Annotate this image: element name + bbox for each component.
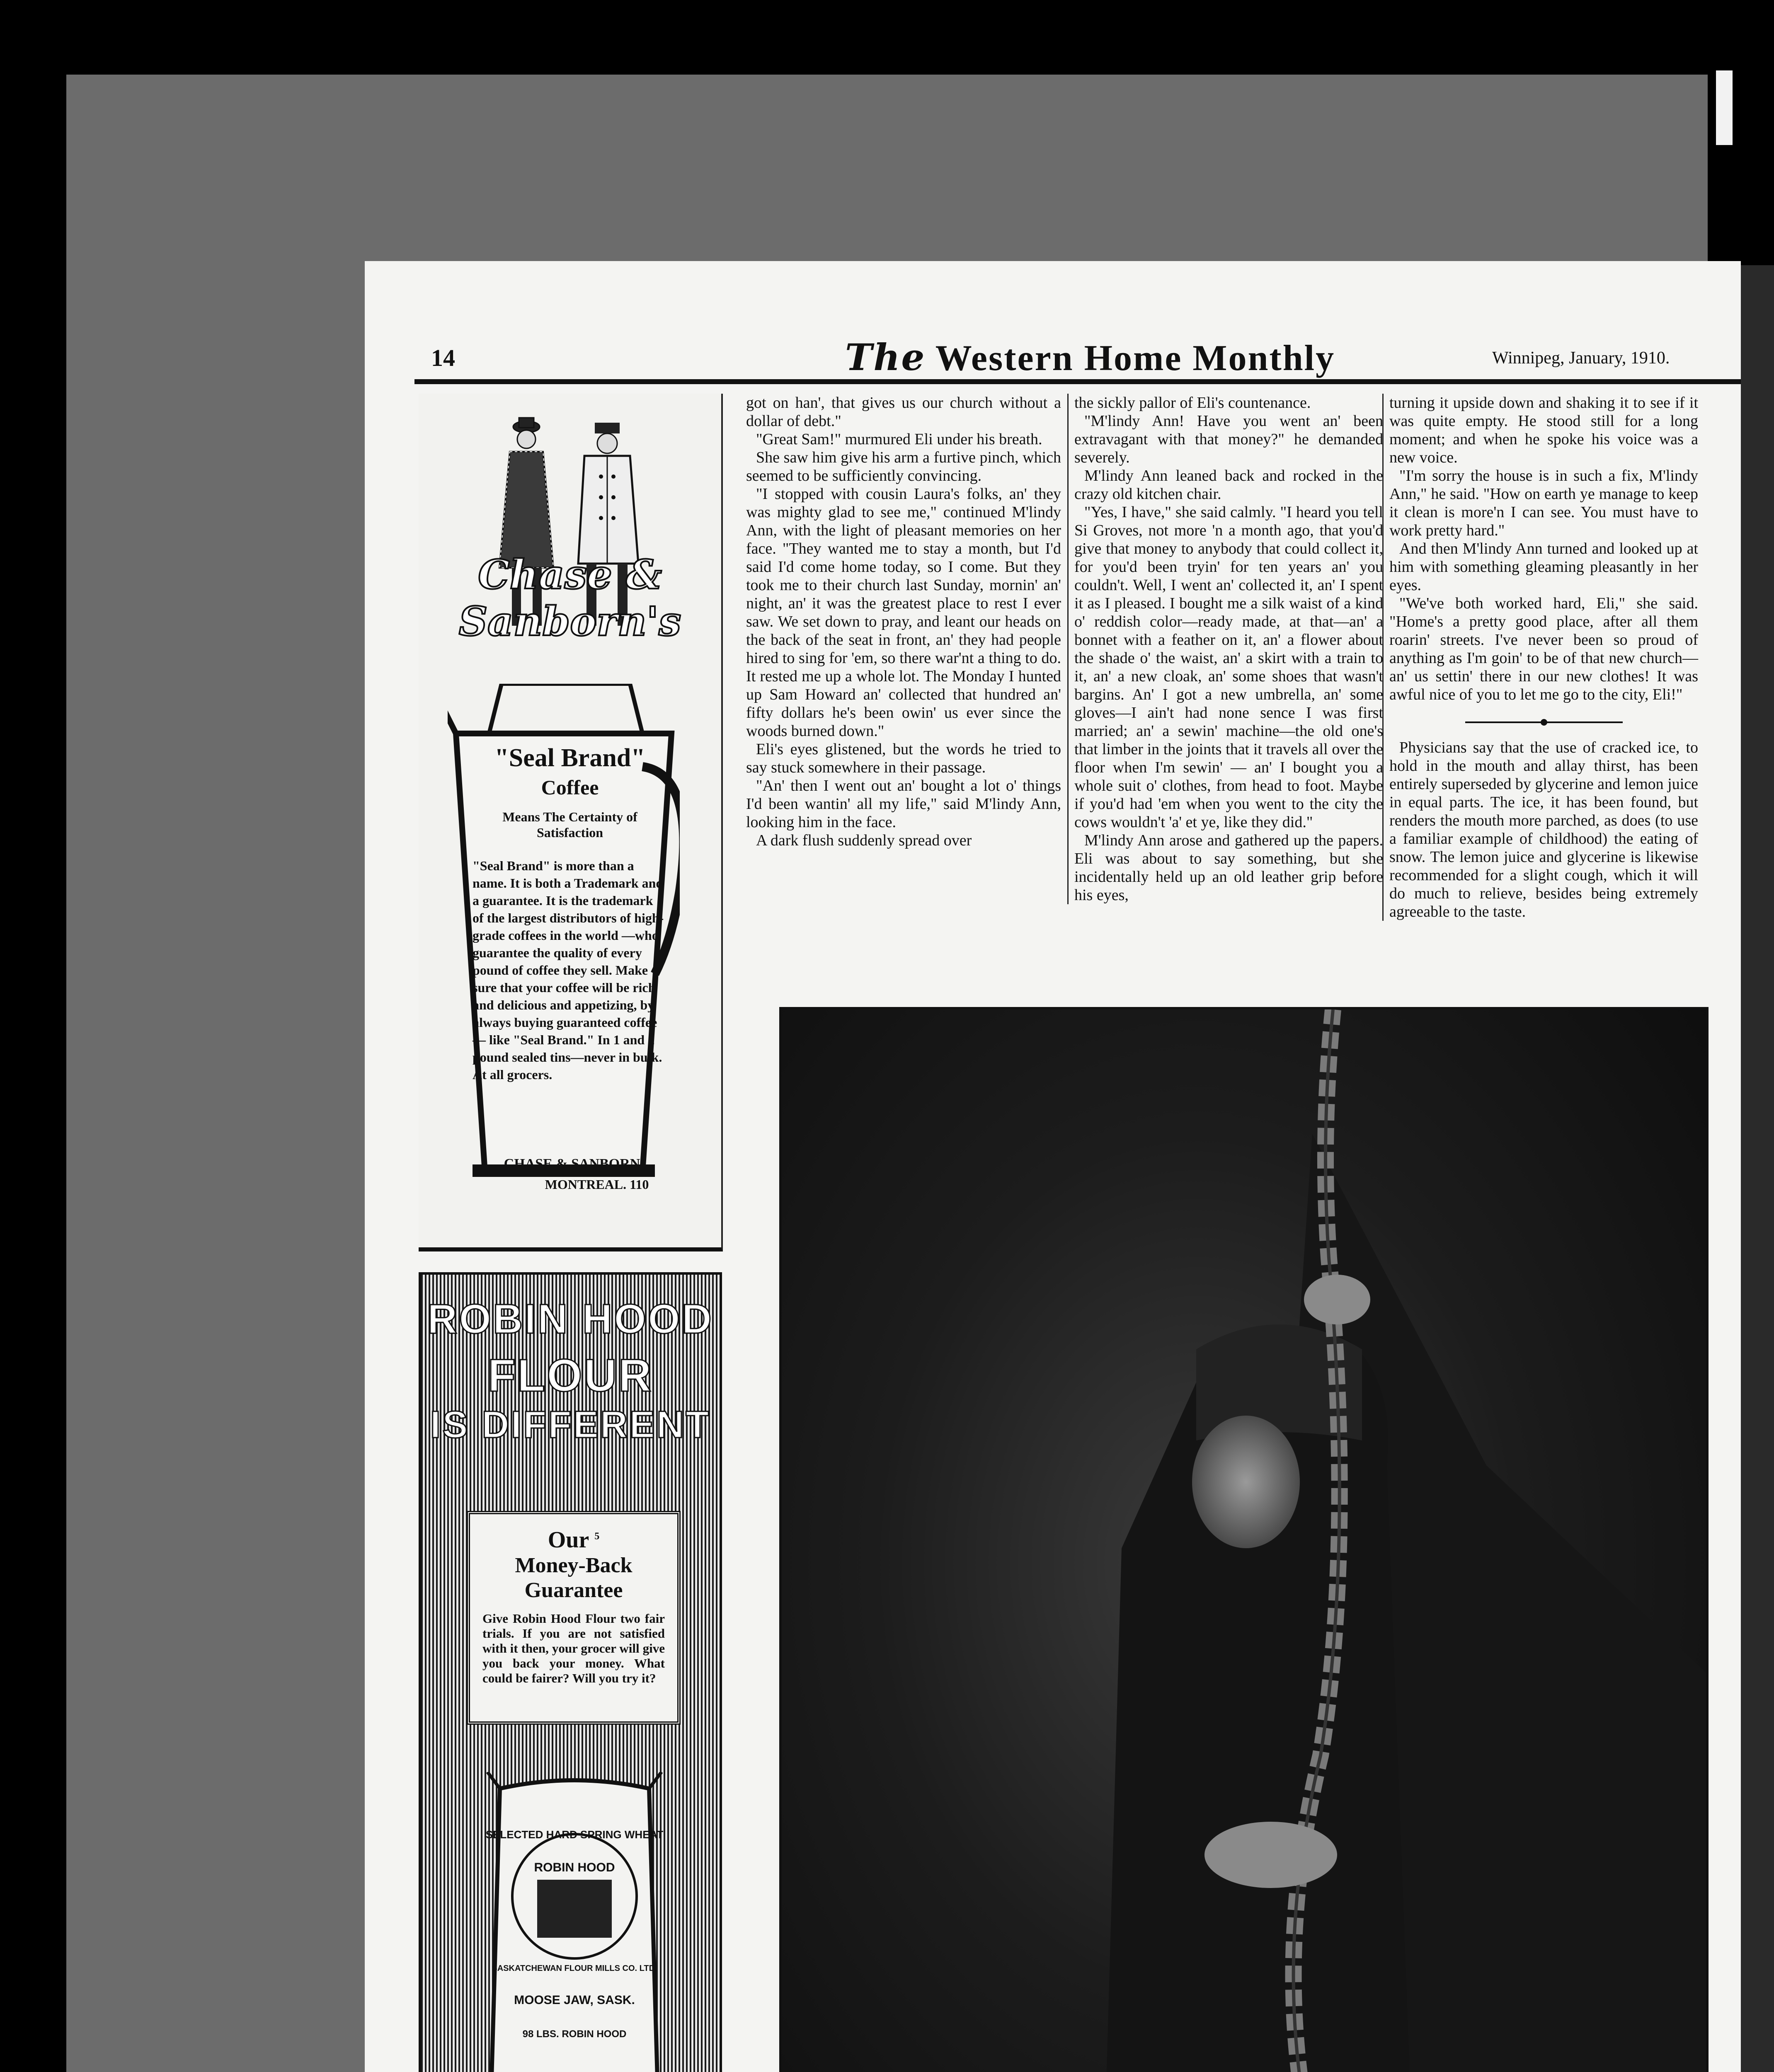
flour-bag-illustration xyxy=(483,1772,666,2072)
page-number: 14 xyxy=(431,344,455,371)
seal-body: "Seal Brand" is more than a name. It is both a Trademark and a guarantee. It is the trademark of the largest distributors of high-grade coffees in the world —who guarantee the quality of every pound of coffee they sell. Make sure that your coffee will be rich and delicious and appetizing, by always buying guaranteed coffee — like "Seal Brand." In 1 and 2 pound sealed tins—never in bulk. At all grocers. xyxy=(473,858,664,1082)
story-paragraph: M'lindy Ann leaned back and rocked in the crazy old kitchen chair. xyxy=(1074,467,1383,503)
story-paragraph: got on han', that gives us our church without a dollar of debt." xyxy=(746,394,1061,430)
story-paragraph: "I'm sorry the house is in such a fix, M'lindy Ann," he said. "How on earth ye manage to keep it clean is more'n I can see. You must have to work pretty hard." xyxy=(1389,467,1698,539)
photo-scene xyxy=(782,1009,1706,2072)
bag-wheat-text: SELECTED HARD SPRING WHEAT xyxy=(485,1828,664,1841)
guarantee-our: Our $^5$ xyxy=(548,1527,600,1553)
guarantee-body: Give Robin Hood Flour two fair trials. If you are not satisfied with it then, your grocer will give you back your money. What could be fairer? Will you try it? xyxy=(482,1611,665,1685)
title-the: The xyxy=(845,336,926,379)
story-paragraph: turning it upside down and shaking it to see if it was quite empty. He stood still for a long moment; and when he spoke his voice was a new voice. xyxy=(1389,394,1698,466)
chase-sanborn-script-logo: Chase & Sanborn's xyxy=(458,551,681,645)
guarantee-mark: 5 xyxy=(594,1531,600,1542)
story-paragraph: A dark flush suddenly spread over xyxy=(756,832,972,849)
bag-weight-text: 98 LBS. ROBIN HOOD xyxy=(522,2028,627,2040)
page-date: Winnipeg, January, 1910. xyxy=(1492,349,1670,368)
page-title xyxy=(738,336,1442,379)
story-paragraph: Eli's eyes glistened, but the words he tried to say stuck somewhere in their passage. xyxy=(746,741,1061,776)
robin-hood-heading: ROBIN HOOD xyxy=(427,1296,713,1342)
story-column-3 xyxy=(1382,394,1698,921)
story-paragraph: "We've both worked hard, Eli," she said. "Home's a pretty good place, after all them roarin' streets. I've never been so proud of anything as I'm goin' to be of that new church—an' us settin' there in our new clothes! It was awful nice of you to let me go to the city, Eli!" xyxy=(1389,595,1698,703)
advertisement-column xyxy=(414,394,725,2072)
story-paragraph: "I stopped with cousin Laura's folks, an' they was mighty glad to see me," continued M'lindy Ann, with the light of pleasant memories on her face. "They wanted me to stay a month, but I'd said I'd come home today, so I come. But they took me to their church last Sunday, mornin' an' night, an' it was the greatest place to rest I ever saw. We set down to pray, and leant our heads on the back of the seat in front, an' they had people hired to sing for 'em, so there war'nt a thing to do. It rested me up a whole lot. The Monday I hunted up Sam Howard an' collected that hundred an' fifty dollars he's been owin' us ever since the woods burned down." xyxy=(746,485,1061,740)
seal-subtitle: Means The Certainty of Satisfaction xyxy=(502,809,637,840)
coffee-label: Coffee xyxy=(541,776,599,799)
health-note: Physicians say that the use of cracked ice, to hold in the mouth and allay thirst, has been entirely superseded by glycerine and lemon juice in equal parts. The ice, it has been found, but renders the mouth more parched, as does (to use a familiar example of childhood) the eating of snow. The lemon juice and glycerine is likewise recommended for a slight cough, which it will do much to relieve, besides being extremely agreeable to the taste. xyxy=(1389,739,1698,920)
chase-city: MONTREAL. 110 xyxy=(545,1177,649,1192)
divider-ornament xyxy=(1465,718,1623,726)
story-paragraph: "Yes, I have," she said calmly. "I heard you tell Si Groves, not more 'n a month ago, that you'd give that money to anybody that could collect it, for you'd been tryin' for ten years an' you couldn't. Well, I went an' collected it, an' I spent it as I pleased. I bought me a silk waist of a kind o' reddish color—ready made, at that—an' a bonnet with a feather on it, an' a flower about the shade o' the waist, an' a skirt with a train to it, an' a new cloak, an' some shoes that wasn't bargins. An' I got a new umbrella, an' some gloves—I ain't had none sence I was first married; an' a sewin' machine—the old one's that limber in the joints that it travels all over the floor when I'm sewin' — an' I bought you a whole suit o' clothes, from head to foot. Maybe if you'd had 'em when you went to the city the cows wouldn't 'a' et ye, like they did." xyxy=(1074,503,1383,831)
story-column-1 xyxy=(746,394,1061,850)
story-paragraph: She saw him give his arm a furtive pinch, which seemed to be sufficiently convincing. xyxy=(746,449,1061,484)
guarantee-box xyxy=(467,1511,681,1725)
seal-brand-title: "Seal Brand" xyxy=(494,744,645,772)
guarantee-title: Money-Back Guarantee xyxy=(515,1554,633,1602)
story-paragraph: the sickly pallor of Eli's countenance. xyxy=(1074,394,1311,411)
bag-brand-text: ROBIN HOOD xyxy=(534,1861,615,1874)
story-paragraph: And then M'lindy Ann turned and looked up at him with something gleaming pleasantly in her eyes. xyxy=(1389,540,1698,594)
story-paragraph: "Great Sam!" murmured Eli under his breath. xyxy=(756,431,1042,448)
flour-heading: FLOUR xyxy=(487,1350,653,1401)
magazine-page xyxy=(365,261,1741,2072)
chase-ad-text xyxy=(473,742,667,1083)
robin-hood-flour-ad xyxy=(419,1272,722,2072)
story-column-2 xyxy=(1067,394,1383,904)
bag-city-text: MOOSE JAW, SASK. xyxy=(514,1993,635,2007)
bag-mill-text: SASKATCHEWAN FLOUR MILLS CO. LTD. xyxy=(492,1964,657,1973)
bell-ringer-photograph xyxy=(779,1007,1709,2072)
title-main: Western Home Monthly xyxy=(935,338,1335,378)
story-paragraph: M'lindy Ann arose and gathered up the papers. Eli was about to say something, but she incidentally held up an old leather grip before his eyes, xyxy=(1074,832,1383,904)
scan-edge-mark-top xyxy=(1716,70,1733,145)
header-rule xyxy=(414,379,1741,384)
story-paragraph: "M'lindy Ann! Have you went an' been extravagant with that money?" he demanded severely. xyxy=(1074,412,1383,466)
chase-sanborn-ad xyxy=(419,394,723,1251)
is-different-heading: IS DIFFERENT xyxy=(430,1404,711,1446)
story-paragraph: "An' then I went out an' bought a lot o' things I'd been wantin' all my life," said M'lindy Ann, looking him in the face. xyxy=(746,777,1061,831)
section-divider xyxy=(1389,712,1698,730)
chase-signature: CHASE & SANBORN xyxy=(504,1156,640,1172)
